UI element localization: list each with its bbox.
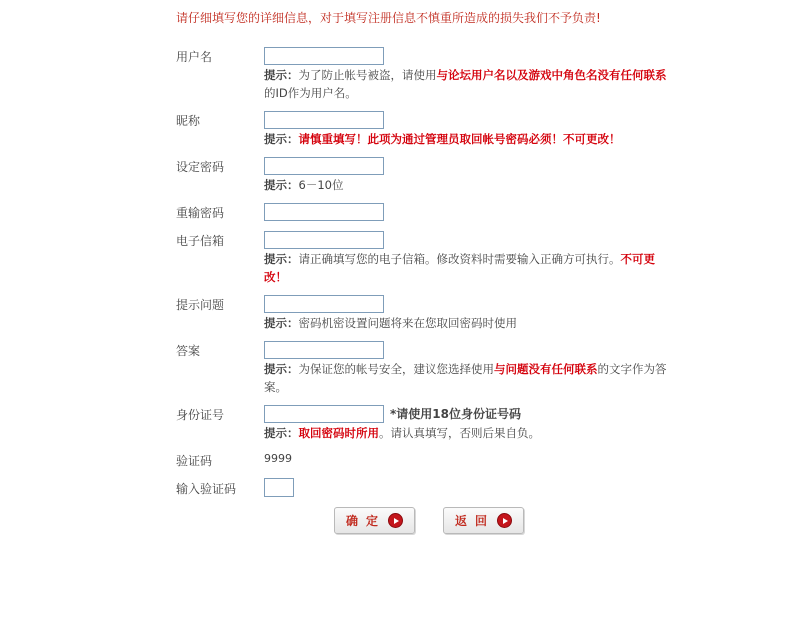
password-confirm-label: 重输密码: [176, 206, 225, 220]
arrow-right-circle-icon: [497, 513, 512, 528]
nickname-tip: 提示：请慎重填写！此项为通过管理员取回帐号密码必须！不可更改！: [264, 132, 621, 146]
captcha-row: [176, 452, 676, 470]
answer-row: [176, 341, 676, 397]
username-label: 用户名: [176, 50, 213, 64]
question-label: 提示问题: [176, 298, 225, 312]
password-confirm-row: [176, 203, 676, 223]
username-input[interactable]: [264, 47, 384, 65]
question-row: [176, 295, 676, 335]
question-tip: 提示：密码机密设置问题将来在您取回密码时使用: [264, 316, 517, 330]
captcha-input-label: 输入验证码: [176, 482, 237, 496]
answer-tip: 提示：为保证您的帐号安全，建议您选择使用与问题没有任何联系的文字作为答案。: [264, 362, 667, 394]
captcha-input-row: [176, 478, 676, 498]
idcard-tip: 提示：取回密码时所用。请认真填写，否则后果自负。: [264, 426, 540, 440]
email-label: 电子信箱: [176, 234, 225, 248]
idcard-row: [176, 405, 676, 445]
email-row: [176, 231, 676, 287]
password-confirm-input[interactable]: [264, 203, 384, 221]
registration-notice: 请仔细填写您的详细信息，对于填写注册信息不慎重所造成的损失我们不予负责!: [176, 11, 601, 25]
captcha-input[interactable]: [264, 478, 294, 497]
username-tip: 提示：为了防止帐号被盗，请使用与论坛用户名以及游戏中角色名没有任何联系的ID作为用户名。: [264, 68, 667, 100]
answer-label: 答案: [176, 344, 201, 358]
nickname-row: [176, 111, 676, 151]
idcard-label: 身份证号: [176, 408, 225, 422]
idcard-input[interactable]: [264, 405, 384, 423]
username-row: [176, 47, 676, 103]
question-input[interactable]: [264, 295, 384, 313]
captcha-code: 9999: [264, 452, 292, 465]
idcard-inline-note: *请使用18位身份证号码: [390, 407, 521, 421]
password-input[interactable]: [264, 157, 384, 175]
confirm-button[interactable]: 确定: [334, 507, 415, 534]
password-label: 设定密码: [176, 160, 225, 174]
password-tip: 提示：6－10位: [264, 178, 344, 192]
email-input[interactable]: [264, 231, 384, 249]
nickname-input[interactable]: [264, 111, 384, 129]
captcha-label: 验证码: [176, 454, 213, 468]
email-tip: 提示：请正确填写您的电子信箱。修改资料时需要输入正确方可执行。不可更改！: [264, 252, 655, 284]
password-row: [176, 157, 676, 197]
nickname-label: 昵称: [176, 114, 201, 128]
arrow-right-circle-icon: [388, 513, 403, 528]
back-button[interactable]: 返回: [443, 507, 524, 534]
answer-input[interactable]: [264, 341, 384, 359]
